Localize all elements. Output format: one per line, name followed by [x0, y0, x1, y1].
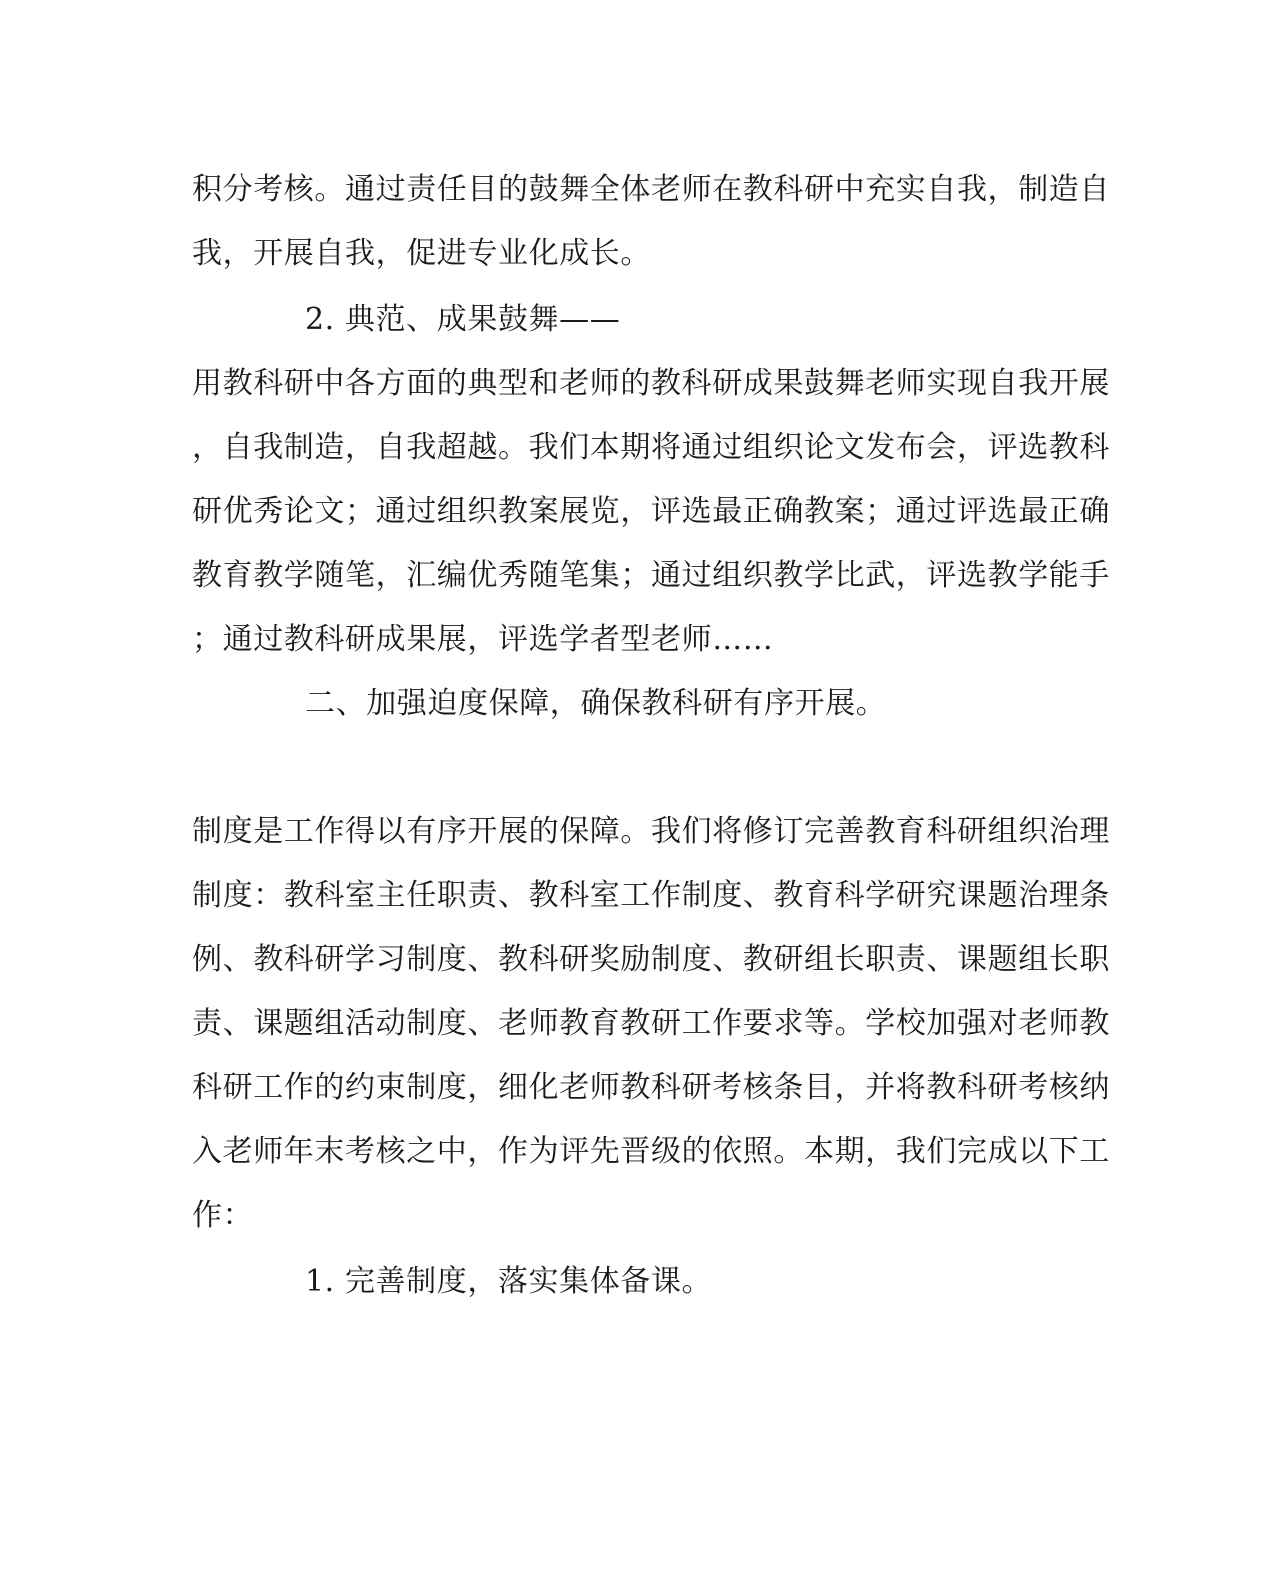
list-heading: 2. 典范、成果鼓舞—— — [305, 302, 621, 337]
paragraph-line: 研优秀论文；通过组织教案展览，评选最正确教案；通过评选最正确 — [192, 494, 1110, 529]
paragraph-line: 用教科研中各方面的典型和老师的教科研成果鼓舞老师实现自我开展 — [192, 366, 1110, 401]
paragraph-line: 我，开展自我，促进专业化成长。 — [192, 236, 651, 271]
paragraph-line: 教育教学随笔，汇编优秀随笔集；通过组织教学比武，评选教学能手 — [192, 558, 1110, 593]
list-heading: 1. 完善制度，落实集体备课。 — [305, 1264, 713, 1299]
paragraph-line: 制度是工作得以有序开展的保障。我们将修订完善教育科研组织治理 — [192, 814, 1110, 849]
paragraph-line: 积分考核。通过责任目的鼓舞全体老师在教科研中充实自我，制造自 — [192, 172, 1110, 207]
paragraph-line: 作： — [192, 1198, 254, 1233]
paragraph-line: 例、教科研学习制度、教科研奖励制度、教研组长职责、课题组长职 — [192, 942, 1110, 977]
paragraph-line: 制度：教科室主任职责、教科室工作制度、教育科学研究课题治理条 — [192, 878, 1110, 913]
paragraph-line: ；通过教科研成果展，评选学者型老师…… — [192, 622, 774, 657]
paragraph-line: ，自我制造，自我超越。我们本期将通过组织论文发布会，评选教科 — [192, 430, 1110, 465]
section-heading: 二、加强迫度保障，确保教科研有序开展。 — [305, 686, 887, 721]
paragraph-line: 责、课题组活动制度、老师教育教研工作要求等。学校加强对老师教 — [192, 1006, 1110, 1041]
paragraph-line: 科研工作的约束制度，细化老师教科研考核条目，并将教科研考核纳 — [192, 1070, 1110, 1105]
paragraph-line: 入老师年末考核之中，作为评先晋级的依照。本期，我们完成以下工 — [192, 1134, 1110, 1169]
